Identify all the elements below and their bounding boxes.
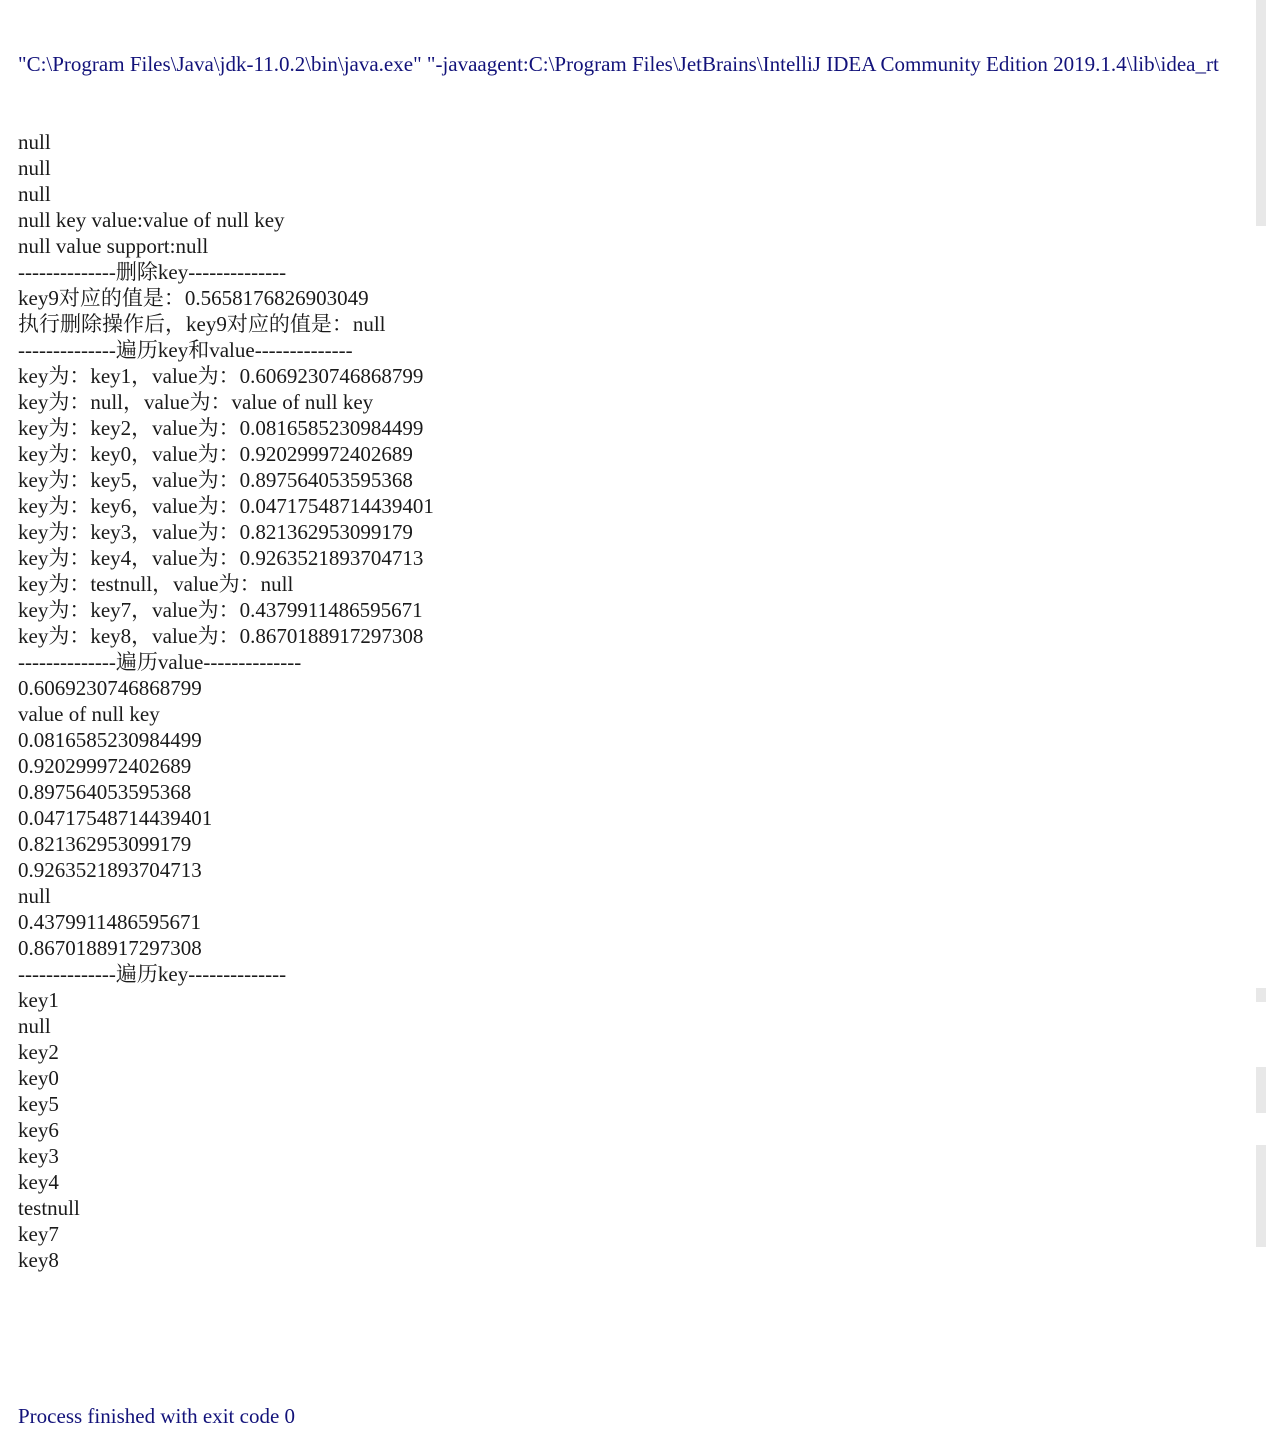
scrollbar-segment[interactable] (1256, 1067, 1266, 1113)
output-line: testnull (18, 1196, 80, 1220)
output-line: 0.897564053595368 (18, 780, 192, 804)
output-line: key为：key5，value为：0.897564053595368 (18, 468, 413, 492)
output-line: 0.4379911486595671 (18, 910, 201, 934)
output-line: --------------遍历value-------------- (18, 650, 302, 674)
output-line: key8 (18, 1248, 59, 1272)
output-line: null (18, 130, 51, 154)
vertical-scrollbar[interactable] (1256, 0, 1266, 1247)
output-line: key0 (18, 1066, 59, 1090)
output-line: null value support:null (18, 234, 209, 258)
output-line: null (18, 182, 51, 206)
output-line: key为：key6，value为：0.04717548714439401 (18, 494, 434, 518)
output-line: key4 (18, 1170, 59, 1194)
output-line: key为：key3，value为：0.821362953099179 (18, 520, 413, 544)
command-line: "C:\Program Files\Java\jdk-11.0.2\bin\java.exe" "-javaagent:C:\Program Files\JetBrains\IntelliJ IDEA Community Edition 2019.1.4\lib\idea_rt (18, 52, 1219, 76)
output-line: null (18, 1014, 51, 1038)
output-line: null key value:value of null key (18, 208, 285, 232)
scrollbar-segment[interactable] (1256, 988, 1266, 1002)
output-line: key9对应的值是：0.5658176826903049 (18, 286, 369, 310)
scrollbar-segment[interactable] (1256, 1145, 1266, 1247)
output-line: 0.821362953099179 (18, 832, 192, 856)
output-line: --------------遍历key和value-------------- (18, 338, 353, 362)
exit-message: Process finished with exit code 0 (18, 1404, 296, 1428)
output-line: key为：key4，value为：0.9263521893704713 (18, 546, 424, 570)
output-line: key3 (18, 1144, 59, 1168)
output-line: key2 (18, 1040, 59, 1064)
output-line: 0.8670188917297308 (18, 936, 202, 960)
output-lines (18, 129, 1254, 1273)
output-line: null (18, 156, 51, 180)
output-line: null (18, 884, 51, 908)
scrollbar-segment[interactable] (1256, 0, 1266, 226)
output-line: key1 (18, 988, 59, 1012)
output-line: 0.04717548714439401 (18, 806, 213, 830)
output-line: 0.9263521893704713 (18, 858, 202, 882)
output-line: --------------删除key-------------- (18, 260, 287, 284)
output-line: key为：key2，value为：0.0816585230984499 (18, 416, 424, 440)
output-line: key5 (18, 1092, 59, 1116)
output-line: key为：testnull，value为：null (18, 572, 294, 596)
output-line: 0.0816585230984499 (18, 728, 202, 752)
output-line: 0.6069230746868799 (18, 676, 202, 700)
output-line: 0.920299972402689 (18, 754, 192, 778)
output-line: key为：key0，value为：0.920299972402689 (18, 442, 413, 466)
output-line: key7 (18, 1222, 59, 1246)
output-line: key为：key7，value为：0.4379911486595671 (18, 598, 423, 622)
output-line: key为：null，value为：value of null key (18, 390, 374, 414)
console-output (18, 0, 1254, 1455)
output-line: key为：key1，value为：0.6069230746868799 (18, 364, 424, 388)
output-line: key为：key8，value为：0.8670188917297308 (18, 624, 424, 648)
output-line: --------------遍历key-------------- (18, 962, 287, 986)
output-line: 执行删除操作后，key9对应的值是：null (18, 312, 386, 336)
output-line: key6 (18, 1118, 59, 1142)
output-line: value of null key (18, 702, 160, 726)
blank-line (18, 1325, 1254, 1351)
